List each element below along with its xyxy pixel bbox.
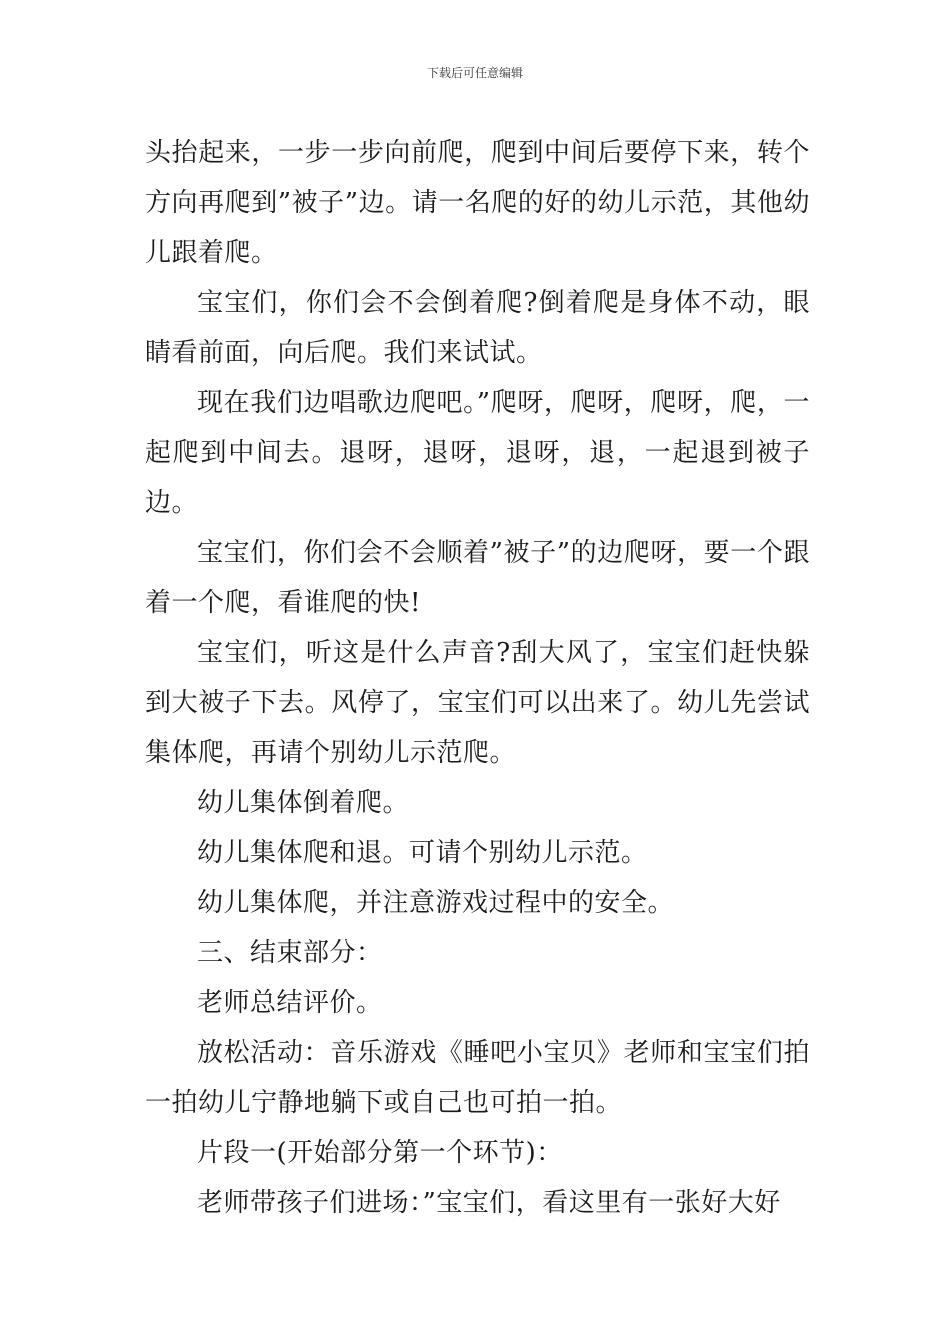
paragraph: 老师带孩子们进场：”宝宝们，看这里有一张好大好 [197,1188,781,1218]
document-body [145,128,810,1228]
page-header: 下载后可任意编辑 [426,66,523,80]
paragraph: 幼儿集体倒着爬。 [197,788,410,818]
paragraph: 宝宝们，你们会不会顺着”被子”的边爬呀，要一个跟着一个爬，看谁爬的快! [145,538,810,618]
paragraph: 幼儿集体爬，并注意游戏过程中的安全。 [197,888,675,918]
paragraph: 头抬起来，一步一步向前爬，爬到中间后要停下来，转个方向再爬到”被子”边。请一名爬的好的幼儿示范，其他幼儿跟着爬。 [145,138,810,268]
paragraph: 现在我们边唱歌边爬吧。”爬呀，爬呀，爬呀，爬，一起爬到中间去。退呀，退呀，退呀，退，一起退到被子边。 [145,388,810,518]
paragraph: 宝宝们，你们会不会倒着爬?倒着爬是身体不动，眼睛看前面，向后爬。我们来试试。 [145,288,810,368]
paragraph: 片段一(开始部分第一个环节)： [197,1138,563,1168]
section-heading: 三、结束部分： [197,938,383,968]
paragraph: 幼儿集体爬和退。可请个别幼儿示范。 [197,838,648,868]
paragraph: 放松活动：音乐游戏《睡吧小宝贝》老师和宝宝们拍一拍幼儿宁静地躺下或自己也可拍一拍。 [145,1038,810,1118]
paragraph: 宝宝们，听这是什么声音?刮大风了，宝宝们赶快躲到大被子下去。风停了，宝宝们可以出来了。幼儿先尝试集体爬，再请个别幼儿示范爬。 [145,638,810,768]
paragraph: 老师总结评价。 [197,988,383,1018]
